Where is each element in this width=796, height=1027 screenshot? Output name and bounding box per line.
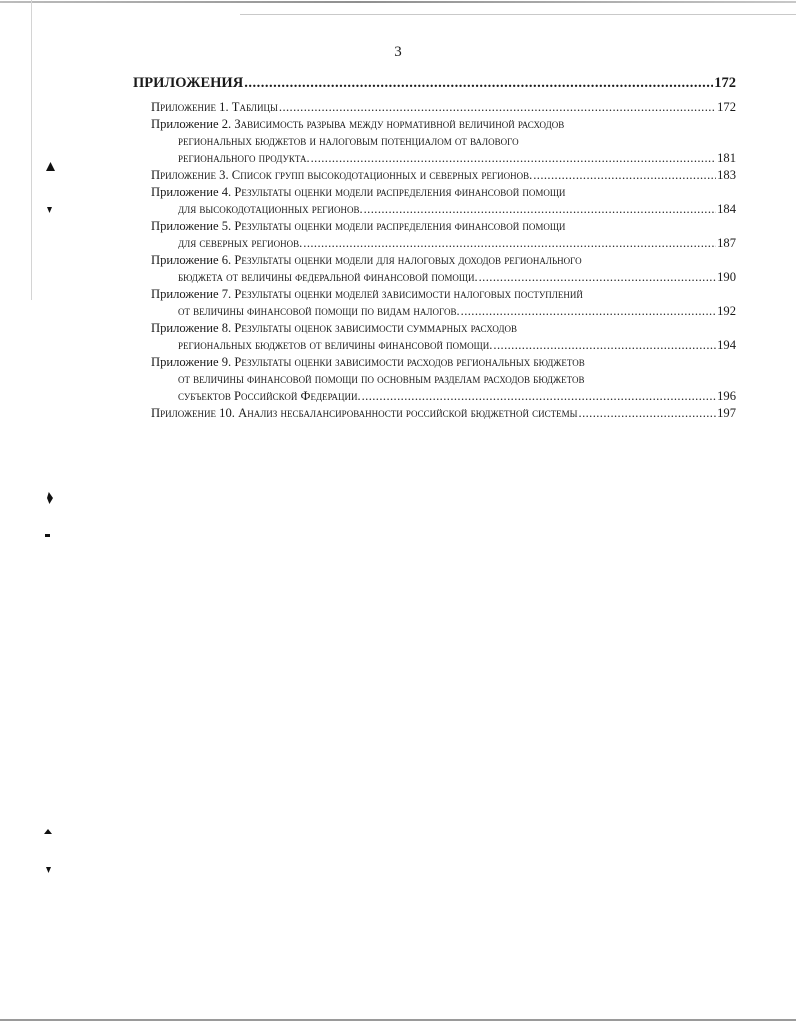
entry-title-line: от величины финансовой помощи по основным разделам расходов бюджетов <box>178 372 585 386</box>
entry-title-line: Результаты оценки моделей зависимости налоговых поступлений <box>234 287 583 301</box>
scan-speck <box>46 162 55 171</box>
entry-page: 184 <box>717 202 736 216</box>
page-number: 3 <box>394 44 402 60</box>
scan-speck <box>45 534 50 537</box>
entry-title-line: региональных бюджетов и налоговым потенциалом от валового <box>178 134 519 148</box>
scan-speck <box>47 207 52 213</box>
toc-entry[interactable] <box>151 252 736 286</box>
leader-dots <box>479 269 716 286</box>
entry-page: 194 <box>717 338 736 352</box>
scan-edge-bottom <box>0 1019 796 1021</box>
entry-page: 181 <box>717 151 736 165</box>
entry-prefix: Приложение 6. <box>151 253 232 267</box>
toc-entry[interactable] <box>151 405 736 422</box>
entry-page: 172 <box>717 100 736 114</box>
entry-prefix: Приложение 9. <box>151 355 232 369</box>
entry-prefix: Приложение 4. <box>151 185 232 199</box>
entry-title-line: субъектов Российской Федерации. <box>178 389 361 403</box>
leader-dots <box>579 405 717 422</box>
entry-title-line: Результаты оценок зависимости суммарных расходов <box>234 321 518 335</box>
leader-dots <box>533 167 716 184</box>
leader-dots <box>493 337 716 354</box>
entry-title-line: региональных бюджетов от величины финансовой помощи. <box>178 338 493 352</box>
toc-entry[interactable] <box>151 184 736 218</box>
leader-dots <box>244 74 713 92</box>
leader-dots <box>362 388 717 405</box>
entry-title: Список групп высокодотационных и северных регионов. <box>231 168 533 182</box>
entry-title-line: бюджета от величины федеральной финансовой помощи. <box>178 270 478 284</box>
leader-dots <box>311 150 717 167</box>
toc-entry[interactable] <box>151 99 736 116</box>
scan-speck <box>44 829 52 834</box>
scan-speck <box>47 492 53 504</box>
entry-title: Таблицы <box>231 100 278 114</box>
toc-entry[interactable] <box>151 354 736 405</box>
entry-page: 196 <box>717 389 736 403</box>
entry-title-line: Результаты оценки зависимости расходов региональных бюджетов <box>234 355 585 369</box>
entry-prefix: Приложение 2. <box>151 117 232 131</box>
scan-edge-top-inner <box>240 14 796 15</box>
toc-entry[interactable] <box>151 167 736 184</box>
entry-prefix: Приложение 5. <box>151 219 232 233</box>
toc-heading-label: ПРИЛОЖЕНИЯ <box>133 75 244 91</box>
toc-entry[interactable] <box>151 286 736 320</box>
toc-entry[interactable] <box>151 320 736 354</box>
entry-title-line: Результаты оценки модели распределения финансовой помощи <box>234 185 566 199</box>
entry-page: 192 <box>717 304 736 318</box>
entry-page: 190 <box>717 270 736 284</box>
table-of-contents <box>133 74 736 422</box>
entry-prefix: Приложение 1. <box>151 100 229 114</box>
entry-prefix: Приложение 7. <box>151 287 232 301</box>
leader-dots <box>461 303 716 320</box>
entry-prefix: Приложение 10. <box>151 406 235 420</box>
entry-title-line: от величины финансовой помощи по видам налогов. <box>178 304 460 318</box>
entry-prefix: Приложение 3. <box>151 168 229 182</box>
entry-page: 183 <box>717 168 736 182</box>
toc-heading-page: 172 <box>714 75 736 91</box>
entry-title-line: регионального продукта. <box>178 151 310 165</box>
toc-heading[interactable] <box>133 74 736 92</box>
entry-title: Анализ несбалансированности российской бюджетной системы <box>238 406 578 420</box>
entry-page: 187 <box>717 236 736 250</box>
entry-page: 197 <box>717 406 736 420</box>
entry-title-line: для высокодотационных регионов. <box>178 202 363 216</box>
leader-dots <box>279 99 716 116</box>
entry-title-line: Результаты оценки модели для налоговых доходов регионального <box>234 253 582 267</box>
leader-dots <box>303 235 716 252</box>
scan-speck <box>46 867 51 873</box>
scan-edge-top <box>0 1 796 3</box>
entry-prefix: Приложение 8. <box>151 321 232 335</box>
entry-title-line: для северных регионов. <box>178 236 303 250</box>
entry-title-line: Зависимость разрыва между нормативной величиной расходов <box>234 117 565 131</box>
leader-dots <box>364 201 716 218</box>
toc-entry[interactable] <box>151 116 736 167</box>
toc-entry[interactable] <box>151 218 736 252</box>
entry-title-line: Результаты оценки модели распределения финансовой помощи <box>234 219 566 233</box>
